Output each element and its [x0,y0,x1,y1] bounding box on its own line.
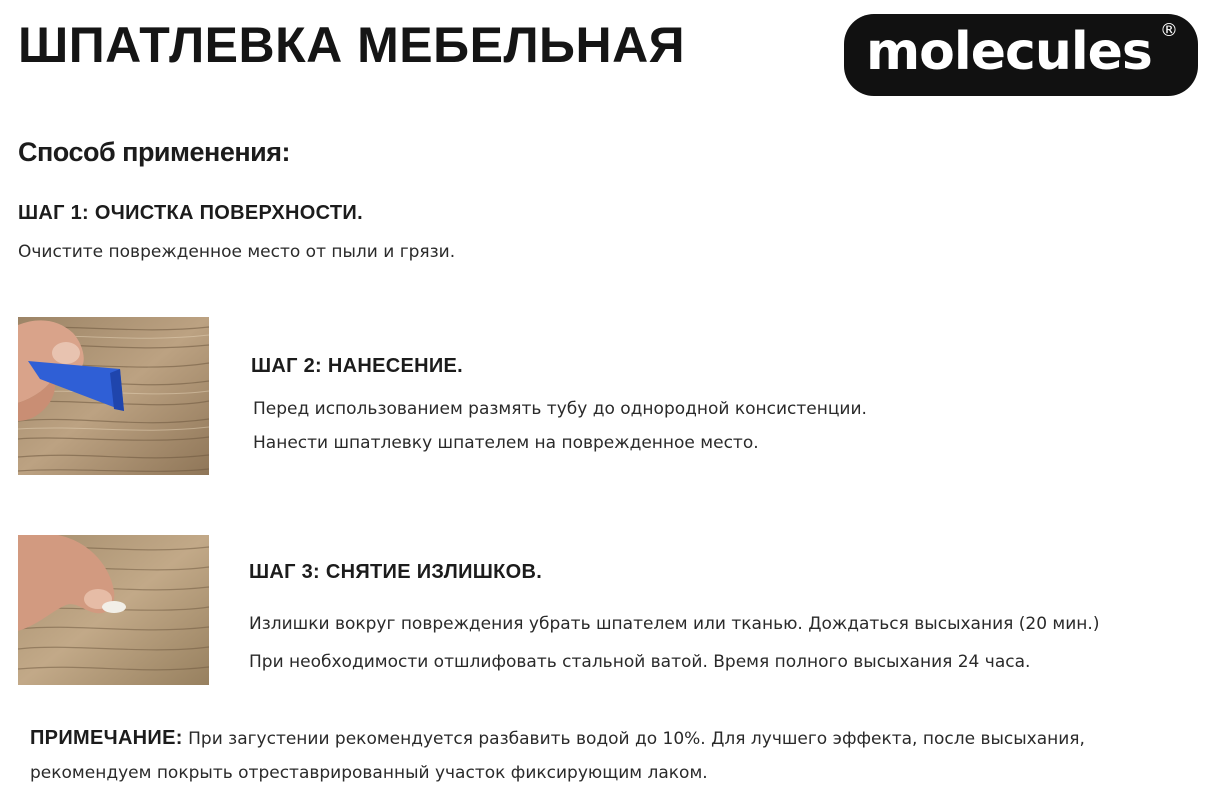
step-3-photo [18,535,209,685]
step-1-text: Очистите поврежденное место от пыли и грязи. [18,242,456,262]
step-1-heading: ШАГ 1: ОЧИСТКА ПОВЕРХНОСТИ. [18,202,363,224]
spatula-on-wood-icon [18,317,209,475]
note-label: ПРИМЕЧАНИЕ: [30,727,183,749]
step-3-text-line-2: При необходимости отшлифовать стальной ватой. Время полного высыхания 24 часа. [249,652,1031,672]
note-line-1 [30,727,1085,750]
brand-logo [844,14,1198,96]
step-2-photo [18,317,209,475]
step-2-text-line-1: Перед использованием размять тубу до однородной консистенции. [253,399,867,419]
note-line-2 [30,763,708,783]
step-2-heading: ШАГ 2: НАНЕСЕНИЕ. [251,355,464,377]
logo-text: molecules [866,22,1152,82]
usage-subtitle: Способ применения: [18,137,290,167]
step-2-text-line-2: Нанести шпатлевку шпателем на поврежденное место. [253,433,759,453]
registered-mark: ® [1160,20,1178,41]
note-text-1: При загустении рекомендуется разбавить водой до 10%. Для лучшего эффекта, после высыхания, [188,729,1085,749]
page-title: ШПАТЛЕВКА МЕБЕЛЬНАЯ [18,17,686,73]
step-3-heading: ШАГ 3: СНЯТИЕ ИЗЛИШКОВ. [249,561,543,583]
note-text-2: рекомендуем покрыть отреставрированный участок фиксирующим лаком. [30,763,708,783]
finger-on-wood-icon [18,535,209,685]
step-3-text-line-1: Излишки вокруг повреждения убрать шпателем или тканью. Дождаться высыхания (20 мин.) [249,614,1100,634]
